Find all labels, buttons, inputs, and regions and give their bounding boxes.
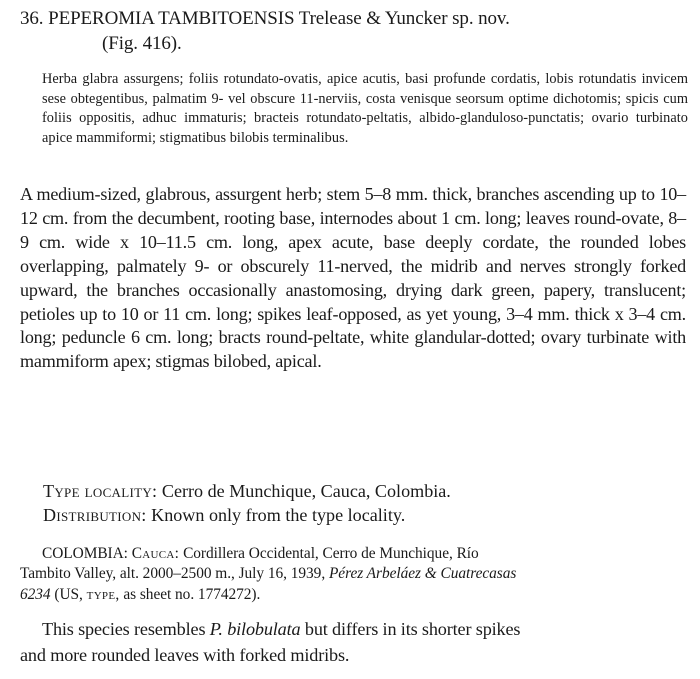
- distribution-label: Distribution:: [43, 505, 147, 525]
- type-locality: [43, 479, 683, 503]
- specimen-continuation: [20, 564, 687, 584]
- species-number: 36.: [20, 8, 44, 29]
- species-heading: [20, 6, 690, 56]
- species-name: PEPEROMIA TAMBITOENSIS: [48, 8, 295, 29]
- latin-diagnosis: Herba glabra assurgens; foliis rotundato-ovatis, apice acutis, basi profunde cordatis, lobis rotundatis invicem sese obtegentibus, palmatim 9- vel obscure 11-nerviis, costa venisque seorsum optime dichotomis; spicis cum foliis oppositis, adhuc immaturis; bracteis rotundato-peltatis, albido-glanduloso-punctatis; ovario turbinato apice mammiformi; stigmatibus bilobis terminalibus.: [42, 71, 688, 146]
- distribution-value: Known only from the type locality.: [151, 505, 406, 525]
- specimen-locality-line2: Tambito Valley, alt. 2000–2500 m., July 16, 1939,: [20, 565, 326, 583]
- specimen-collectors: Pérez Arbeláez & Cuatrecasas: [328, 565, 517, 583]
- specimen-locality-line1: Cordillera Occidental, Cerro de Munchique, Río: [183, 545, 479, 562]
- comparative-remark: [20, 617, 690, 668]
- remark-line2: and more rounded leaves with forked midribs.: [20, 644, 350, 665]
- english-description: A medium-sized, glabrous, assurgent herb; stem 5–8 mm. thick, branches ascending up to 10–12 cm. from the decumbent, rooting base, internodes about 1 cm. long; leaves round-ovate, 8–9 cm. wide x 10–11.5 cm. long, apex acute, base deeply cordate, the rounded lobes overlapping, palmately 9- or obscurely 11-nerved, the midrib and nerves strongly forked upward, the branches occasionally anastomosing, drying dark green, papery, translucent; petioles up to 10 or 11 cm. long; spikes leaf-opposed, as yet young, 3–4 mm. thick x 3–4 cm. long; peduncle 6 cm. long; bracts round-peltate, white glandular-dotted; ovary turbinate with mammiform apex; stigmas bilobed, apical.: [20, 184, 686, 372]
- specimen-department: Cauca:: [131, 545, 180, 562]
- specimen-sheet: as sheet no. 1774272).: [123, 585, 261, 603]
- type-locality-value: Cerro de Munchique, Cauca, Colombia.: [161, 481, 451, 501]
- species-authority: Trelease & Yuncker sp. nov.: [298, 8, 510, 29]
- specimen-citation: [20, 544, 687, 605]
- remark-post: but differs in its shorter spikes: [304, 619, 521, 639]
- specimen-type-word: type,: [86, 585, 120, 603]
- specimen-number: 6234: [20, 585, 51, 603]
- specimen-herbarium: (US,: [54, 585, 83, 603]
- specimen-continuation-2: [20, 585, 687, 605]
- specimen-country: COLOMBIA:: [42, 545, 128, 562]
- remark-pre: This species resembles: [42, 619, 206, 639]
- distribution: [43, 503, 683, 527]
- type-locality-label: Type locality:: [43, 481, 158, 501]
- remark-species: P. bilobulata: [209, 619, 301, 639]
- figure-reference: (Fig. 416).: [102, 33, 182, 54]
